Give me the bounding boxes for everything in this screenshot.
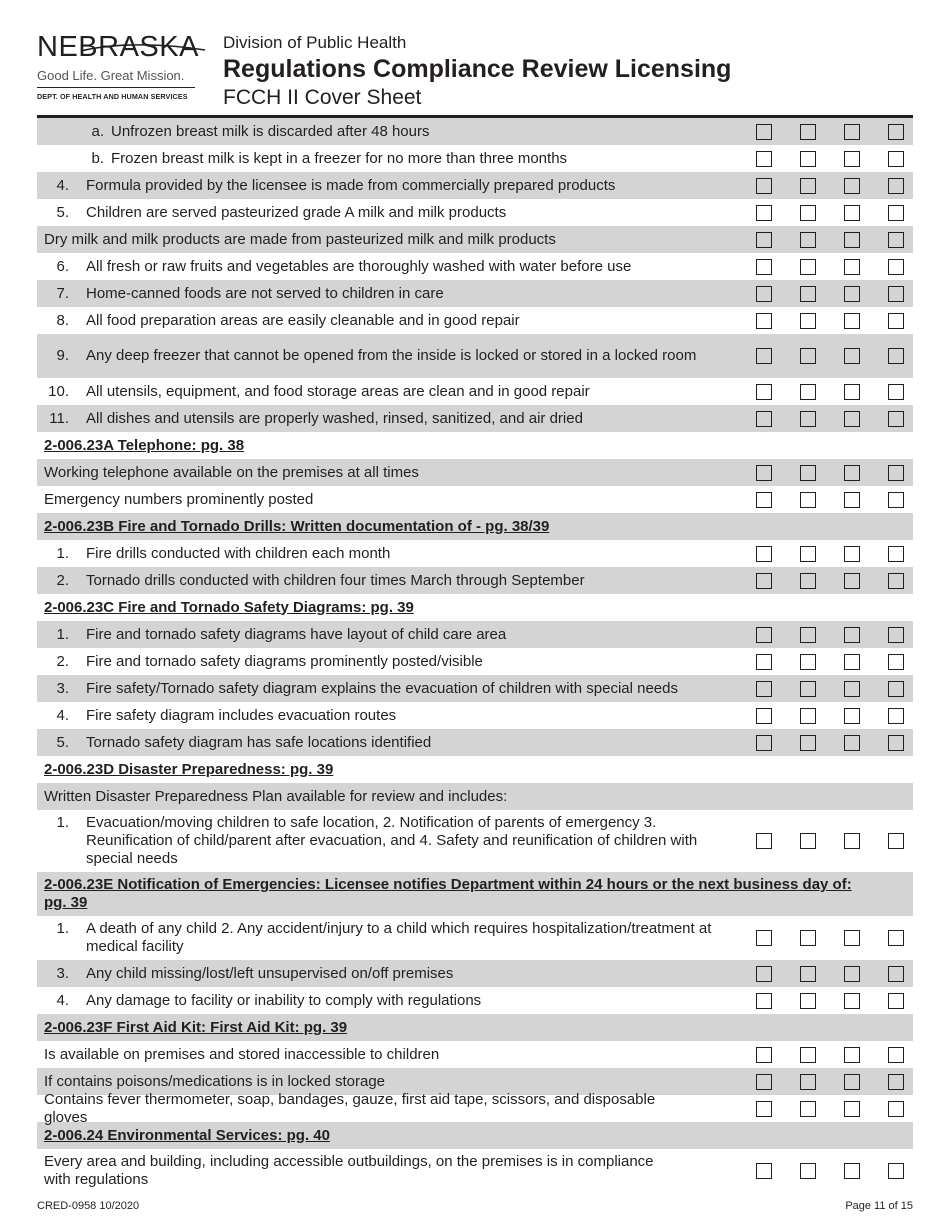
logo-divider (37, 87, 195, 88)
compliance-checkbox[interactable] (888, 178, 904, 194)
compliance-checkbox[interactable] (888, 286, 904, 302)
checkbox-group (737, 259, 913, 275)
compliance-checkbox[interactable] (844, 151, 860, 167)
compliance-checkbox[interactable] (844, 708, 860, 724)
compliance-checkbox[interactable] (756, 654, 772, 670)
checkbox-group (737, 1101, 913, 1117)
compliance-checkbox[interactable] (756, 546, 772, 562)
checklist-row (37, 145, 913, 172)
checklist-row (37, 307, 913, 334)
compliance-checkbox[interactable] (844, 178, 860, 194)
compliance-checkbox[interactable] (756, 348, 772, 364)
compliance-checkbox[interactable] (800, 384, 816, 400)
item-text: Frozen breast milk is kept in a freezer for no more than three months (111, 149, 568, 167)
compliance-checkbox[interactable] (888, 735, 904, 751)
checkbox-group (737, 1074, 913, 1090)
compliance-checkbox[interactable] (888, 546, 904, 562)
checkbox-group (737, 1163, 913, 1179)
compliance-checkbox[interactable] (844, 286, 860, 302)
item-text: Emergency numbers prominently posted (44, 490, 314, 508)
compliance-checkbox[interactable] (888, 1074, 904, 1090)
item-number: 4. (56, 176, 69, 194)
compliance-checkbox[interactable] (800, 232, 816, 248)
item-text: Written Disaster Preparedness Plan available for review and includes: (44, 787, 508, 805)
item-number: 5. (56, 733, 69, 751)
compliance-checkbox[interactable] (756, 930, 772, 946)
item-number: 9. (56, 347, 69, 364)
compliance-checkbox[interactable] (800, 492, 816, 508)
checkbox-group (737, 205, 913, 221)
item-number: 3. (56, 964, 69, 982)
checkbox-group (737, 681, 913, 697)
compliance-checkbox[interactable] (756, 627, 772, 643)
item-text: Fire safety/Tornado safety diagram explains the evacuation of children with special needs (86, 679, 678, 697)
item-number: 4. (56, 706, 69, 724)
compliance-checkbox[interactable] (800, 654, 816, 670)
checklist-row (37, 1090, 913, 1126)
page-subtitle: FCCH II Cover Sheet (223, 86, 422, 109)
item-number: 1. (56, 544, 69, 562)
compliance-checkbox[interactable] (756, 124, 772, 140)
compliance-checkbox[interactable] (756, 1101, 772, 1117)
item-number: 1. (56, 625, 69, 643)
section-header-row (37, 594, 913, 621)
compliance-checkbox[interactable] (800, 1074, 816, 1090)
compliance-checkbox[interactable] (800, 966, 816, 982)
compliance-checkbox[interactable] (756, 1047, 772, 1063)
item-text: All food preparation areas are easily cleanable and in good repair (86, 311, 520, 329)
item-text: Tornado safety diagram has safe locations identified (86, 733, 432, 751)
checklist-row (37, 459, 913, 486)
item-number: a. (91, 122, 104, 140)
compliance-checkbox[interactable] (756, 735, 772, 751)
logo-wordmark: NEBRASKA (37, 31, 199, 63)
compliance-checkbox[interactable] (888, 1163, 904, 1179)
compliance-checkbox[interactable] (844, 384, 860, 400)
checkbox-group (737, 993, 913, 1009)
compliance-checkbox[interactable] (800, 259, 816, 275)
compliance-checkbox[interactable] (800, 286, 816, 302)
item-text: Is available on premises and stored inaccessible to children (44, 1045, 440, 1063)
compliance-checkbox[interactable] (888, 348, 904, 364)
compliance-checkbox[interactable] (844, 124, 860, 140)
item-text: All dishes and utensils are properly washed, rinsed, sanitized, and air dried (86, 409, 583, 427)
compliance-checkbox[interactable] (800, 178, 816, 194)
compliance-checkbox[interactable] (844, 627, 860, 643)
item-text: Any deep freezer that cannot be opened from the inside is locked or stored in a locked room (86, 347, 697, 364)
compliance-checkbox[interactable] (888, 708, 904, 724)
compliance-checkbox[interactable] (756, 993, 772, 1009)
logo-department: DEPT. OF HEALTH AND HUMAN SERVICES (37, 92, 188, 101)
checkbox-group (737, 1047, 913, 1063)
checkbox-group (737, 492, 913, 508)
item-number: 7. (56, 284, 69, 302)
compliance-checkbox[interactable] (800, 681, 816, 697)
checkbox-group (737, 286, 913, 302)
compliance-checkbox[interactable] (888, 1047, 904, 1063)
item-number: 1. (56, 920, 69, 937)
item-text: Fire drills conducted with children each month (86, 544, 391, 562)
item-number: 1. (56, 814, 69, 831)
checklist-row (37, 199, 913, 226)
checkbox-group (737, 546, 913, 562)
compliance-checkbox[interactable] (888, 384, 904, 400)
compliance-checkbox[interactable] (756, 573, 772, 589)
compliance-checkbox[interactable] (888, 151, 904, 167)
item-number: 11. (49, 409, 69, 427)
checkbox-group (737, 151, 913, 167)
compliance-checkbox[interactable] (756, 384, 772, 400)
logo-tagline: Good Life. Great Mission. (37, 68, 185, 83)
page-number: Page 11 of 15 (845, 1200, 913, 1212)
compliance-checkbox[interactable] (888, 966, 904, 982)
item-text: Formula provided by the licensee is made from commercially prepared products (86, 176, 616, 194)
item-number: 6. (56, 257, 69, 275)
checkbox-group (737, 348, 913, 364)
item-text: Any damage to facility or inability to comply with regulations (86, 991, 482, 1009)
checklist-row (37, 540, 913, 567)
checkbox-group (737, 966, 913, 982)
compliance-checkbox[interactable] (844, 573, 860, 589)
item-text: Contains fever thermometer, soap, bandages, gauze, first aid tape, scissors, and disposable gloves (44, 1090, 656, 1126)
compliance-checkbox[interactable] (844, 1163, 860, 1179)
logo-swoosh-icon (37, 32, 207, 62)
compliance-checkbox[interactable] (888, 259, 904, 275)
compliance-checkbox[interactable] (800, 205, 816, 221)
item-text: Dry milk and milk products are made from pasteurized milk and milk products (44, 230, 556, 248)
item-number: 4. (56, 991, 69, 1009)
compliance-checkbox[interactable] (844, 232, 860, 248)
compliance-checkbox[interactable] (888, 654, 904, 670)
checklist-row (37, 1149, 913, 1193)
item-text: Unfrozen breast milk is discarded after 48 hours (111, 122, 430, 140)
item-number: 3. (56, 679, 69, 697)
item-text: Home-canned foods are not served to children in care (86, 284, 444, 302)
checklist-row (37, 118, 913, 145)
item-number: 8. (56, 311, 69, 329)
compliance-checkbox[interactable] (844, 259, 860, 275)
compliance-checkbox[interactable] (844, 1101, 860, 1117)
compliance-checkbox[interactable] (800, 627, 816, 643)
section-header-row (37, 1014, 913, 1041)
section-header-row (37, 1122, 913, 1149)
compliance-checkbox[interactable] (888, 681, 904, 697)
item-text: Children are served pasteurized grade A milk and milk products (86, 203, 507, 221)
compliance-checkbox[interactable] (888, 492, 904, 508)
compliance-checkbox[interactable] (756, 151, 772, 167)
compliance-checkbox[interactable] (888, 573, 904, 589)
checkbox-group (737, 411, 913, 427)
compliance-checkbox[interactable] (844, 930, 860, 946)
compliance-checkbox[interactable] (888, 232, 904, 248)
page-title: Regulations Compliance Review Licensing (223, 55, 732, 83)
checklist-row (37, 648, 913, 675)
section-header-row (37, 513, 913, 540)
compliance-checkbox[interactable] (756, 492, 772, 508)
checkbox-group (737, 465, 913, 481)
compliance-checkbox[interactable] (888, 124, 904, 140)
compliance-checkbox[interactable] (888, 205, 904, 221)
compliance-checkbox[interactable] (888, 993, 904, 1009)
compliance-checkbox[interactable] (844, 313, 860, 329)
compliance-checkbox[interactable] (756, 1163, 772, 1179)
compliance-checkbox[interactable] (844, 205, 860, 221)
section-title: 2-006.24 Environmental Services: pg. 40 (44, 1126, 330, 1144)
compliance-checkbox[interactable] (756, 465, 772, 481)
checkbox-group (737, 930, 913, 946)
item-number: 2. (56, 652, 69, 670)
compliance-checkbox[interactable] (888, 930, 904, 946)
compliance-checkbox[interactable] (844, 348, 860, 364)
item-text: A death of any child 2. Any accident/injury to a child which requires hospitalization/treatment at medical facility (86, 920, 712, 955)
checklist-row (37, 280, 913, 307)
section-title: 2-006.23B Fire and Tornado Drills: Written documentation of - pg. 38/39 (44, 517, 550, 535)
checklist-row (37, 253, 913, 280)
compliance-checkbox[interactable] (844, 465, 860, 481)
compliance-checkbox[interactable] (756, 232, 772, 248)
compliance-checkbox[interactable] (756, 259, 772, 275)
compliance-checkbox[interactable] (756, 411, 772, 427)
compliance-checkbox[interactable] (844, 966, 860, 982)
compliance-checkbox[interactable] (800, 124, 816, 140)
compliance-checkbox[interactable] (800, 833, 816, 849)
checklist-row (37, 960, 913, 987)
compliance-checkbox[interactable] (888, 833, 904, 849)
checkbox-group (737, 627, 913, 643)
checkbox-group (737, 384, 913, 400)
item-text: Any child missing/lost/left unsupervised on/off premises (86, 964, 454, 982)
checklist-row (37, 486, 913, 513)
checklist-row (37, 378, 913, 405)
item-text: If contains poisons/medications is in locked storage (44, 1072, 386, 1090)
compliance-checkbox[interactable] (844, 546, 860, 562)
item-number: b. (91, 149, 104, 167)
checklist-row (37, 621, 913, 648)
checkbox-group (737, 232, 913, 248)
compliance-checkbox[interactable] (756, 286, 772, 302)
checklist-row (37, 172, 913, 199)
compliance-checkbox[interactable] (800, 1163, 816, 1179)
compliance-checkbox[interactable] (844, 1047, 860, 1063)
item-text: Working telephone available on the premises at all times (44, 463, 419, 481)
checklist-row (37, 810, 913, 872)
compliance-checkbox[interactable] (800, 465, 816, 481)
compliance-checkbox[interactable] (888, 465, 904, 481)
checklist-row (37, 405, 913, 432)
compliance-checkbox[interactable] (800, 735, 816, 751)
compliance-checkbox[interactable] (888, 627, 904, 643)
compliance-checkbox[interactable] (844, 492, 860, 508)
item-number: 10. (48, 382, 69, 400)
item-text: Fire safety diagram includes evacuation routes (86, 706, 397, 724)
checklist-row (37, 729, 913, 756)
checklist-row (37, 675, 913, 702)
compliance-checkbox[interactable] (800, 573, 816, 589)
compliance-checkbox[interactable] (844, 1074, 860, 1090)
checklist-row (37, 702, 913, 729)
item-text: Fire and tornado safety diagrams have layout of child care area (86, 625, 507, 643)
compliance-checkbox[interactable] (756, 205, 772, 221)
section-title: 2-006.23D Disaster Preparedness: pg. 39 (44, 760, 334, 778)
compliance-checkbox[interactable] (756, 833, 772, 849)
compliance-checkbox[interactable] (888, 313, 904, 329)
compliance-checkbox[interactable] (844, 833, 860, 849)
compliance-checkbox[interactable] (756, 966, 772, 982)
checklist-row (37, 783, 913, 810)
compliance-checkbox[interactable] (800, 313, 816, 329)
compliance-checkbox[interactable] (756, 313, 772, 329)
form-id: CRED-0958 10/2020 (37, 1200, 140, 1212)
checklist-table (37, 118, 913, 1193)
compliance-checkbox[interactable] (756, 178, 772, 194)
item-number: 5. (56, 203, 69, 221)
item-text: Evacuation/moving children to safe location, 2. Notification of parents of emergency 3. Reunification of child/parent after evacuation, and 4. Safety and reunification of children with special needs (86, 814, 698, 867)
section-header-row (37, 432, 913, 459)
compliance-checkbox[interactable] (888, 411, 904, 427)
division-label: Division of Public Health (223, 33, 407, 52)
section-header-row (37, 872, 913, 916)
checkbox-group (737, 654, 913, 670)
compliance-checkbox[interactable] (800, 1101, 816, 1117)
checklist-row (37, 916, 913, 960)
compliance-checkbox[interactable] (800, 411, 816, 427)
compliance-checkbox[interactable] (756, 1074, 772, 1090)
checkbox-group (737, 178, 913, 194)
checklist-row (37, 1041, 913, 1068)
compliance-checkbox[interactable] (800, 993, 816, 1009)
item-text: All utensils, equipment, and food storage areas are clean and in good repair (86, 382, 590, 400)
item-text: Every area and building, including accessible outbuildings, on the premises is in compliance with regulations (44, 1153, 654, 1188)
compliance-checkbox[interactable] (756, 681, 772, 697)
compliance-checkbox[interactable] (888, 1101, 904, 1117)
nebraska-dhhs-logo (37, 32, 205, 101)
compliance-checkbox[interactable] (844, 735, 860, 751)
header-titles (223, 32, 731, 112)
compliance-checkbox[interactable] (800, 708, 816, 724)
compliance-checkbox[interactable] (800, 151, 816, 167)
item-text: Tornado drills conducted with children four times March through September (86, 571, 585, 589)
checkbox-group (737, 833, 913, 849)
checkbox-group (737, 708, 913, 724)
section-title: 2-006.23F First Aid Kit: First Aid Kit: pg. 39 (44, 1018, 348, 1036)
compliance-checkbox[interactable] (800, 1047, 816, 1063)
page-header (37, 30, 913, 115)
checklist-row (37, 567, 913, 594)
checkbox-group (737, 124, 913, 140)
checkbox-group (737, 313, 913, 329)
section-title: 2-006.23C Fire and Tornado Safety Diagrams: pg. 39 (44, 598, 414, 616)
item-text: Fire and tornado safety diagrams prominently posted/visible (86, 652, 483, 670)
checklist-row (37, 334, 913, 378)
compliance-checkbox[interactable] (844, 411, 860, 427)
item-number: 2. (56, 571, 69, 589)
item-text: All fresh or raw fruits and vegetables are thoroughly washed with water before use (86, 257, 632, 275)
compliance-checkbox[interactable] (800, 930, 816, 946)
section-header-row (37, 756, 913, 783)
checkbox-group (737, 573, 913, 589)
compliance-checkbox[interactable] (844, 993, 860, 1009)
compliance-checkbox[interactable] (756, 708, 772, 724)
checklist-row (37, 226, 913, 253)
compliance-checkbox[interactable] (844, 654, 860, 670)
compliance-checkbox[interactable] (800, 546, 816, 562)
compliance-checkbox[interactable] (800, 348, 816, 364)
section-title: 2-006.23E Notification of Emergencies: Licensee notifies Department within 24 hours or the next business day of: pg. 39 (44, 876, 852, 911)
section-title: 2-006.23A Telephone: pg. 38 (44, 436, 245, 454)
compliance-checkbox[interactable] (844, 681, 860, 697)
checklist-row (37, 987, 913, 1014)
checkbox-group (737, 735, 913, 751)
